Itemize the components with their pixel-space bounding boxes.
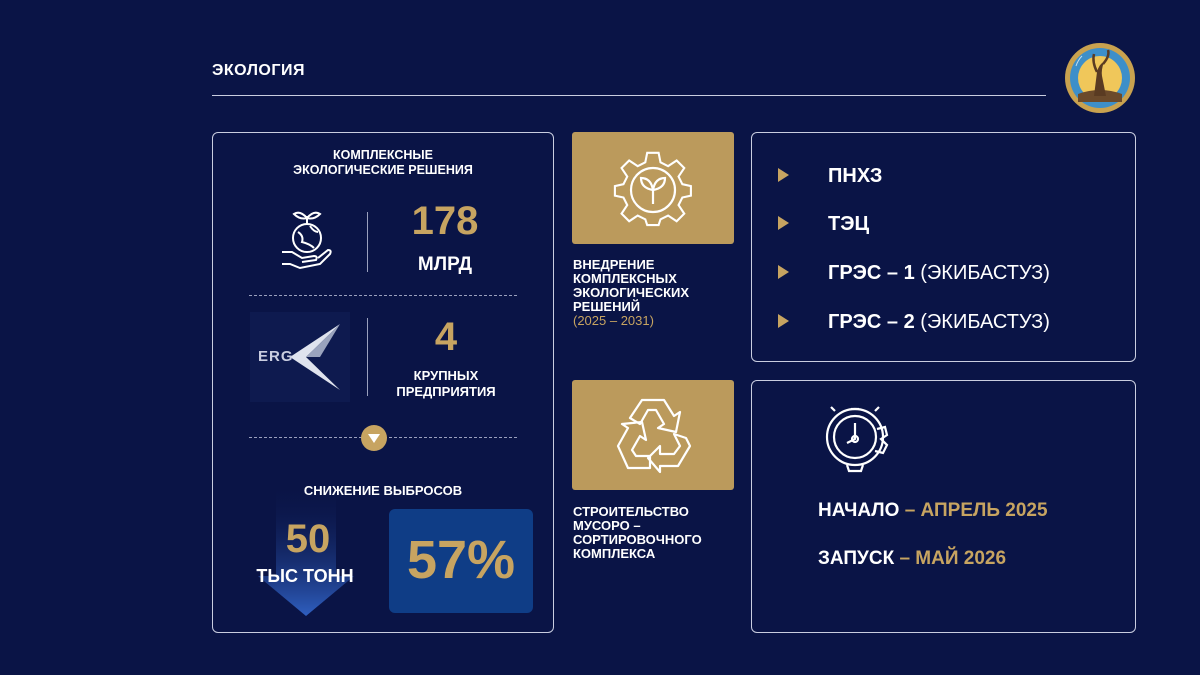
start-date: НАЧАЛО – АПРЕЛЬ 2025 xyxy=(818,500,1048,521)
emissions-heading: СНИЖЕНИЕ ВЫБРОСОВ xyxy=(303,483,463,498)
list-item: ГРЭС – 1 (ЭКИБАСТУЗ) xyxy=(778,261,1050,285)
list-item: ГРЭС – 2 (ЭКИБАСТУЗ) xyxy=(778,310,1050,334)
investment-unit: МЛРД xyxy=(417,254,473,275)
enterprises-value: 4 xyxy=(434,315,458,359)
gear-leaf-icon xyxy=(613,150,693,230)
launch-date: ЗАПУСК – МАЙ 2026 xyxy=(818,548,1007,569)
title-underline xyxy=(212,95,1046,96)
investment-value: 178 xyxy=(411,199,479,243)
enterprises-label: КРУПНЫХ ПРЕДПРИЯТИЯ xyxy=(396,368,496,399)
hands-globe-sprout-icon xyxy=(280,208,334,270)
bullet-triangle-icon xyxy=(778,168,789,182)
chevron-down-icon xyxy=(360,424,388,452)
dotted-divider xyxy=(249,295,517,296)
clock-gear-icon xyxy=(821,403,893,475)
page-title: ЭКОЛОГИЯ xyxy=(212,62,305,79)
bullet-triangle-icon xyxy=(778,265,789,279)
emissions-value: 50 xyxy=(285,517,331,561)
erg-logo-icon: ERG xyxy=(250,312,350,402)
list-item: ТЭЦ xyxy=(778,212,869,236)
solutions-heading: КОМПЛЕКСНЫЕ ЭКОЛОГИЧЕСКИЕ РЕШЕНИЯ xyxy=(293,148,473,177)
emblem-icon xyxy=(1064,42,1136,114)
emissions-percent: 57% xyxy=(406,530,516,590)
divider-vertical xyxy=(367,212,368,272)
bullet-triangle-icon xyxy=(778,216,789,230)
divider-vertical xyxy=(367,318,368,396)
recycling-caption: СТРОИТЕЛЬСТВО МУСОРО – СОРТИРОВОЧНОГО КОМПЛЕКСА xyxy=(573,504,702,561)
recycle-icon xyxy=(612,394,694,476)
bullet-triangle-icon xyxy=(778,314,789,328)
list-item: ПНХЗ xyxy=(778,164,882,188)
emissions-unit: ТЫС ТОНН xyxy=(256,566,354,586)
solutions-caption: ВНЕДРЕНИЕ КОМПЛЕКСНЫХ ЭКОЛОГИЧЕСКИХ РЕШЕНИЙ (2025 – 2031) xyxy=(573,257,690,328)
